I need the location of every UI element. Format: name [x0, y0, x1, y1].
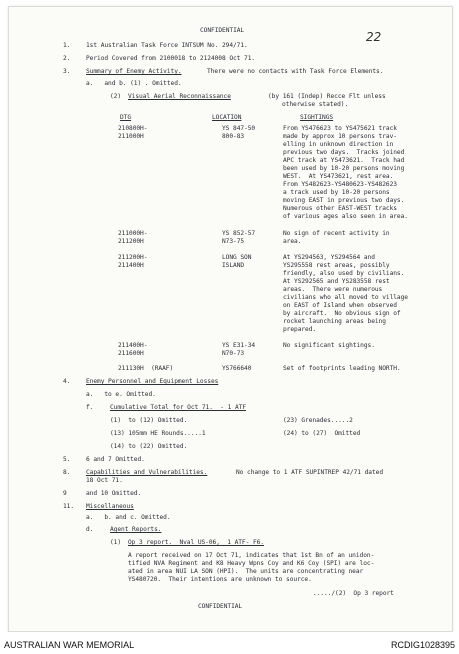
- text-line-s2b: area.: [283, 238, 302, 245]
- text-line-s1d: previous two days. Tracks joined: [283, 149, 405, 156]
- text-line-s3i: rocket launching areas being: [283, 318, 386, 325]
- text-line-n2: 2.: [63, 55, 71, 62]
- text-line-h4: Enemy Personnel and Equipment Losses: [86, 378, 219, 385]
- text-line-s5: Set of footprints leading NORTH.: [283, 365, 401, 372]
- text-line-h11d: Agent Reports.: [110, 526, 162, 533]
- text-line-s3f: civilians who all moved to village: [283, 294, 408, 301]
- text-line-hsig: SIGHTINGS: [300, 114, 334, 121]
- text-line-s1h: From YS482623-YS480623-YS482623: [283, 181, 397, 188]
- text-line-d2a: 211000H-: [118, 230, 148, 237]
- text-line-d4a: 211400H-: [118, 342, 148, 349]
- text-line-s1i: a track used by 10-20 persons: [283, 189, 390, 196]
- text-line-c14: (14) to (22) Omitted.: [110, 443, 188, 450]
- text-line-b2t2: otherwise stated).: [282, 101, 349, 108]
- text-line-s3b: YS295558 rest areas, possibly: [283, 262, 390, 269]
- text-line-s3d: At YS292565 and YS283558 rest: [283, 278, 390, 285]
- text-line-a4: a. to e. Omitted.: [86, 391, 156, 398]
- text-line-b2: (2): [110, 93, 122, 100]
- text-line-n3: 3.: [63, 68, 71, 75]
- text-line-d3b: 211400H: [118, 262, 144, 269]
- continuation-note: ...../(2) Op 3 report: [313, 590, 394, 597]
- text-line-s4a: No significant sightings.: [283, 342, 375, 349]
- text-line-c24: (24) to (27) Omitted: [283, 430, 361, 437]
- footer-classification: CONFIDENTIAL: [198, 603, 243, 610]
- header-classification: CONFIDENTIAL: [200, 27, 245, 34]
- text-line-s3e: areas. There were numerous: [283, 286, 383, 293]
- text-line-hloc: LOCATION: [212, 114, 242, 121]
- text-line-n11: 11.: [63, 503, 75, 510]
- text-line-c23: (23) Grenades.....2: [283, 417, 353, 424]
- text-line-s1l: of various ages also seen in area.: [283, 213, 408, 220]
- text-line-n5: 5.: [63, 456, 71, 463]
- text-line-s2a: No sign of recent activity in: [283, 230, 390, 237]
- text-line-s1e: APC track at YS473621. Track had: [283, 157, 405, 164]
- text-line-op1: (1): [110, 539, 122, 546]
- text-line-s3j: prepared.: [283, 326, 317, 333]
- text-line-b2h: Visual Aerial Reconnaissance: [128, 93, 231, 100]
- text-line-s1k: Numerous other EAST-WEST tracks: [283, 205, 397, 212]
- text-line-l8b: 18 Oct 71.: [86, 477, 123, 484]
- text-line-l8: No change to 1 ATF SUPINTREP 42/71 dated: [236, 469, 384, 476]
- archive-footer: [0, 632, 459, 654]
- text-line-l1b: 800-83: [222, 133, 245, 140]
- text-line-l2: Period Covered from 2100018 to 2124008 Oct 71.: [86, 55, 256, 62]
- text-line-l5: YS766640: [222, 365, 252, 372]
- text-line-n1: 1.: [63, 42, 71, 49]
- text-line-s1g: WEST. At YS473621, rest area.: [283, 173, 394, 180]
- text-line-s3h: by aircraft. No obvious sign of: [283, 310, 401, 317]
- text-line-h8: Capabilities and Vulnerabilities.: [86, 469, 208, 476]
- text-line-n9: 9: [63, 490, 67, 497]
- text-line-p4: YS480720. Their intentions are unknown to source.: [128, 576, 312, 583]
- text-line-n8: 8.: [63, 469, 71, 476]
- text-line-l9: and 10 Omitted.: [86, 490, 142, 497]
- text-line-op1h: Op 3 report. Nval US-06, 1 ATF- F6.: [128, 539, 264, 546]
- archive-record-id: RCDIG1028395: [390, 640, 455, 650]
- text-line-d1b: 211000H: [118, 133, 144, 140]
- text-line-s3g: on EAST of Island when observed: [283, 302, 397, 309]
- text-line-b2t: (by 161 (Indep) Recce Flt unless: [268, 93, 386, 100]
- text-line-l2b: N73-75: [222, 238, 245, 245]
- text-line-h11: Miscellaneous: [86, 503, 134, 510]
- text-line-l2a: YS 852-57: [222, 230, 256, 237]
- handwritten-page-number: 22: [366, 30, 382, 44]
- text-line-d1a: 210800H-: [118, 125, 148, 132]
- text-line-n4: 4.: [63, 378, 71, 385]
- text-line-d3a: 211200H-: [118, 254, 148, 261]
- text-line-l3a: LONG SON: [222, 254, 252, 261]
- text-line-s3c: friendly, also used by civilians.: [283, 270, 405, 277]
- text-line-l5x: 6 and 7 Omitted.: [86, 456, 145, 463]
- text-line-s3a: At YS294563, YS294564 and: [283, 254, 375, 261]
- text-line-p1: A report received on 17 Oct 71, indicates that 1st Bn of an unidon-: [128, 552, 375, 559]
- text-line-l1a: YS 847-50: [222, 125, 256, 132]
- text-line-d5: 211130H (RAAF): [118, 365, 174, 372]
- text-line-hdtg: DTG: [120, 114, 132, 121]
- text-line-p2: tified NVA Regiment and K8 Heavy Wpns Coy and K6 Coy (SPI) are loc-: [128, 560, 375, 567]
- text-line-l3h: Summary of Enemy Activity.: [86, 68, 182, 75]
- text-line-c13: (13) 105mm HE Rounds.....1: [110, 430, 206, 437]
- text-line-d11: d.: [86, 526, 94, 533]
- text-line-l4a: YS E31-34: [222, 342, 256, 349]
- text-line-a: a. and b. (1) . Omitted.: [86, 80, 182, 87]
- text-line-s1b: made by approx 10 persons trav-: [283, 133, 397, 140]
- text-line-s1f: been used by 10-20 persons moving: [283, 165, 405, 172]
- text-line-l3b: ISLAND: [222, 262, 245, 269]
- text-line-c1: (1) to (12) Omitted.: [110, 417, 188, 424]
- text-line-a11: a. b. and c. Omitted.: [86, 514, 171, 521]
- text-line-d4b: 211600H: [118, 350, 144, 357]
- text-line-f4h: Cumulative Total for Oct 71. - 1 ATF: [110, 404, 246, 411]
- archive-name: AUSTRALIAN WAR MEMORIAL: [4, 640, 135, 650]
- text-line-f4: f.: [86, 404, 94, 411]
- text-line-p3: ated in area NUI LA SON (HPI). The units are concentrating near: [128, 568, 364, 575]
- text-line-d2b: 211200H: [118, 238, 144, 245]
- text-line-l3: There were no contacts with Task Force Elements.: [207, 68, 384, 75]
- text-line-l1: 1st Australian Task Force INTSUM No. 294/71.: [86, 42, 248, 49]
- text-line-l4b: N70-73: [222, 350, 245, 357]
- text-line-s1j: moving EAST in previous two days.: [283, 197, 405, 204]
- text-line-s1a: From YS476623 to YS475621 track: [283, 125, 397, 132]
- text-line-s1c: elling in unknown direction in: [283, 141, 394, 148]
